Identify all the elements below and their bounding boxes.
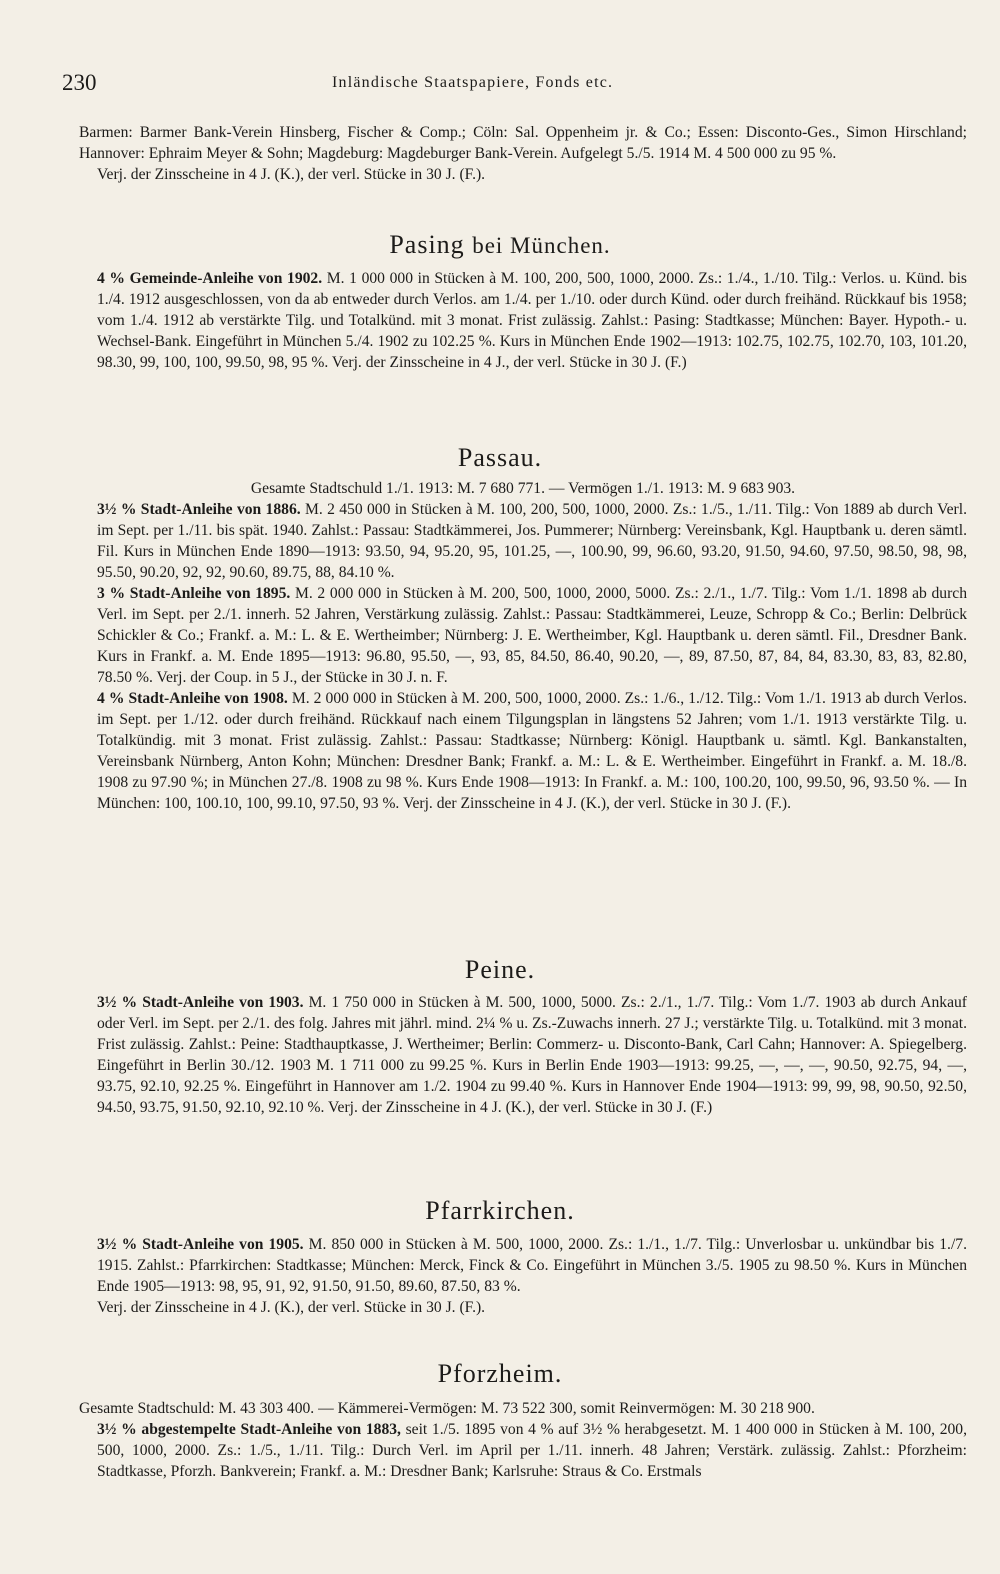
page-number: 230 xyxy=(62,70,97,95)
top-entry xyxy=(79,122,967,185)
paragraph xyxy=(79,583,967,688)
paragraph xyxy=(79,1234,967,1297)
loan-title: 3½ % Stadt-Anleihe von 1903. xyxy=(97,994,304,1011)
loan-text: M. 1 750 000 in Stücken à M. 500, 1000, 5000. Zs.: 2./1., 1./7. Tilg.: Vom 1./7. 1903 ab durch Ankauf oder Verl. im Sept. per 2./1. des folg. Jahres mit jährl. mind. 2¼ % u. Zs.-Zuwachs innerh. 27 J.; verstärkte Tilg. u. Totalkünd. mit 3 monat. Frist zulässig. Zahlst.: Peine: Stadthauptkasse, J. Wertheimer; Berlin: Commerz- u. Disconto-Bank, Carl Cahn; Hannover: A. Spiegelberg. Eingeführt in Berlin 30./12. 1903 M. 1 711 000 zu 99.25 %. Kurs in Berlin Ende 1903—1913: 99.25, —, —, —, 90.50, 92.75, 94, —, 93.75, 92.10, 92.25 %. Eingeführt in Hannover am 1./2. 1904 zu 99.40 %. Kurs in Hannover Ende 1904—1913: 99, 99, 98, 90.50, 92.50, 94.50, 93.75, 91.50, 92.10, 92.10 %. Verj. der Zinsscheine in 4 J. (K.), der verl. Stücke in 30 J. (F.) xyxy=(97,994,967,1116)
loan-text: M. 2 000 000 in Stücken à M. 200, 500, 1000, 2000, 5000. Zs.: 2./1., 1./7. Tilg.: Vom 1./1. 1898 ab durch Verl. im Sept. per 2./1. innerh. 52 Jahren, Verstärkung zulässig. Zahlst.: Passau: Stadtkämmerei, Leuze, Schropp & Co.; Berlin: Delbrück Schickler & Co.; Frankf. a. M.: L. & E. Wertheimber; Nürnberg: J. E. Wertheimber, Kgl. Hauptbank u. deren sämtl. Fil., Dresdner Bank. Kurs in Frankf. a. M. Ende 1895—1913: 96.80, 95.50, —, 93, 85, 84.50, 86.40, 90.20, —, 89, 87.50, 87, 84, 84, 83.30, 83, 83, 82.80, 78.50 %. Verj. der Coup. in 5 J., der Stücke in 30 J. n. F. xyxy=(97,585,968,686)
loan-title: 3 % Stadt-Anleihe von 1895. xyxy=(97,585,291,602)
section-body-peine xyxy=(79,992,967,1118)
loan-title: 3½ % abgestempelte Stadt-Anleihe von 1883, xyxy=(97,1421,401,1438)
paragraph xyxy=(79,688,967,814)
section-title: Pfarrkirchen. xyxy=(425,1196,575,1225)
section-heading-pforzheim xyxy=(0,1359,1000,1389)
page-header xyxy=(62,70,722,100)
top-entry-text: Barmen: Barmer Bank-Verein Hinsberg, Fischer & Comp.; Cöln: Sal. Oppenheim jr. & Co.; Essen: Disconto-Ges., Simon Hirschland; Hannover: Ephraim Meyer & Sohn; Magdeburg: Magdeburger Bank-Verein. Aufgelegt 5./5. 1914 M. 4 500 000 zu 95 %. xyxy=(79,124,967,162)
loan-text: M. 850 000 in Stücken à M. 500, 1000, 2000. Zs.: 1./1., 1./7. Tilg.: Unverlosbar u. unkündbar bis 1./7. 1915. Zahlst.: Pfarrkirchen: Stadtkasse; München: Merck, Finck & Co. Eingeführt in München 3./5. 1905 zu 98.50 %. Kurs in München Ende 1905—1913: 98, 95, 91, 92, 91.50, 91.50, 89.60, 87.50, 83 %. xyxy=(97,1236,967,1295)
section-title-cont: bei München. xyxy=(472,233,611,258)
loan-title: 4 % Gemeinde-Anleihe von 1902. xyxy=(97,270,323,287)
section-body-pfarrkirchen xyxy=(79,1234,967,1318)
section-heading-pasing xyxy=(0,230,1000,260)
section-heading-passau xyxy=(0,443,1000,473)
paragraph xyxy=(79,992,967,1118)
section-body-pforzheim xyxy=(79,1398,967,1482)
section-title: Pforzheim. xyxy=(437,1359,563,1388)
section-heading-peine xyxy=(0,955,1000,985)
section-title: Pasing xyxy=(389,230,465,259)
loan-text: M. 2 000 000 in Stücken à M. 200, 500, 1000, 2000. Zs.: 1./6., 1./12. Tilg.: Vom 1./1. 1913 ab durch Verlos. im Sept. per 1./12. oder durch freihänd. Rückkauf nach einem Tilgungsplan in längstens 52 Jahren; vom 1./1. 1913 verstärkte Tilg. u. Totalkündig. mit 3 monat. Frist zulässig. Zahlst.: Passau: Stadtkasse; Nürnberg: Königl. Hauptbank u. sämtl. Kgl. Bankanstalten, Vereinsbank Nürnberg, Anton Kohn; München: Dresdner Bank; Frankf. a. M.: L. & E. Wertheimber. Eingeführt in Frankf. a. M. 18./8. 1908 zu 97.90 %; in München 27./8. 1908 zu 98 %. Kurs Ende 1908—1913: In Frankf. a. M.: 100, 100.20, 100, 99.50, 96, 93.50 %. — In München: 100, 100.10, 100, 99.10, 97.50, 93 %. Verj. der Zinsscheine in 4 J. (K.), der verl. Stücke in 30 J. (F.). xyxy=(97,690,967,812)
loan-text: seit 1./5. 1895 von 4 % auf 3½ % herabgesetzt. M. 1 400 000 in Stücken à M. 100, 200, 500, 1000, 2000. Zs.: 1./5., 1./11. Tilg.: Durch Verl. im April per 1./11. innerh. 48 Jahren; Verstärk. zulässig. Zahlst.: Pforzheim: Stadtkasse, Pforzh. Bankverein; Frankf. a. M.: Dresdner Bank; Karlsruhe: Straus & Co. Erstmals xyxy=(97,1421,967,1480)
section-title: Passau. xyxy=(457,443,543,472)
loan-text: M. 2 450 000 in Stücken à M. 100, 200, 500, 1000, 2000. Zs.: 1./5., 1./11. Tilg.: Von 1889 ab durch Verl. im Sept. per 1./11. bis spät. 1940. Zahlst.: Passau: Stadtkämmerei, Jos. Pummerer; Nürnberg: Vereinsbank, Kgl. Hauptbank u. deren sämtl. Fil. Kurs in München Ende 1890—1913: 93.50, 94, 95.20, 95, 101.25, —, 100.90, 99, 96.60, 93.20, 91.50, 94.60, 97.50, 98.50, 98, 98, 95.50, 90.20, 92, 92, 90.60, 89.75, 88, 84.10 %. xyxy=(97,501,967,581)
loan-title: 3½ % Stadt-Anleihe von 1886. xyxy=(97,501,301,518)
section-verj: Verj. der Zinsscheine in 4 J. (K.), der verl. Stücke in 30 J. (F.). xyxy=(97,1299,486,1316)
section-heading-pfarrkirchen xyxy=(0,1196,1000,1226)
section-title: Peine. xyxy=(464,955,536,984)
paragraph xyxy=(79,1419,967,1482)
section-body-passau xyxy=(79,478,967,814)
section-intro: Gesamte Stadtschuld: M. 43 303 400. — Kämmerei-Vermögen: M. 73 522 300, somit Reinvermögen: M. 30 218 900. xyxy=(79,1400,815,1417)
loan-title: 4 % Stadt-Anleihe von 1908. xyxy=(97,690,288,707)
paragraph xyxy=(79,499,967,583)
running-title: Inländische Staatspapiere, Fonds etc. xyxy=(332,74,614,91)
loan-text: M. 1 000 000 in Stücken à M. 100, 200, 500, 1000, 2000. Zs.: 1./4., 1./10. Tilg.: Verlos. u. Künd. bis 1./4. 1912 ausgeschlossen, von da ab entweder durch Verlos. am 1./4. per 1./10. oder durch Künd. oder durch freihänd. Rückkauf bis 1958; vom 1./4. 1912 ab verstärkte Tilg. und Totalkünd. mit 3 monat. Frist zulässig. Zahlst.: Pasing: Stadtkasse; München: Bayer. Hypoth.- u. Wechsel-Bank. Eingeführt in München 5./4. 1902 zu 102.25 %. Kurs in München Ende 1902—1913: 102.75, 102.75, 102.70, 103, 101.20, 98.30, 99, 100, 100, 99.50, 98, 95 %. Verj. der Zinsscheine in 4 J., der verl. Stücke in 30 J. (F.) xyxy=(97,270,967,371)
loan-title: 3½ % Stadt-Anleihe von 1905. xyxy=(97,1236,304,1253)
section-intro: Gesamte Stadtschuld 1./1. 1913: M. 7 680 771. — Vermögen 1./1. 1913: M. 9 683 903. xyxy=(250,480,796,497)
section-body-pasing xyxy=(79,268,967,373)
top-entry-verj: Verj. der Zinsscheine in 4 J. (K.), der verl. Stücke in 30 J. (F.). xyxy=(97,166,486,183)
paragraph xyxy=(79,268,967,373)
